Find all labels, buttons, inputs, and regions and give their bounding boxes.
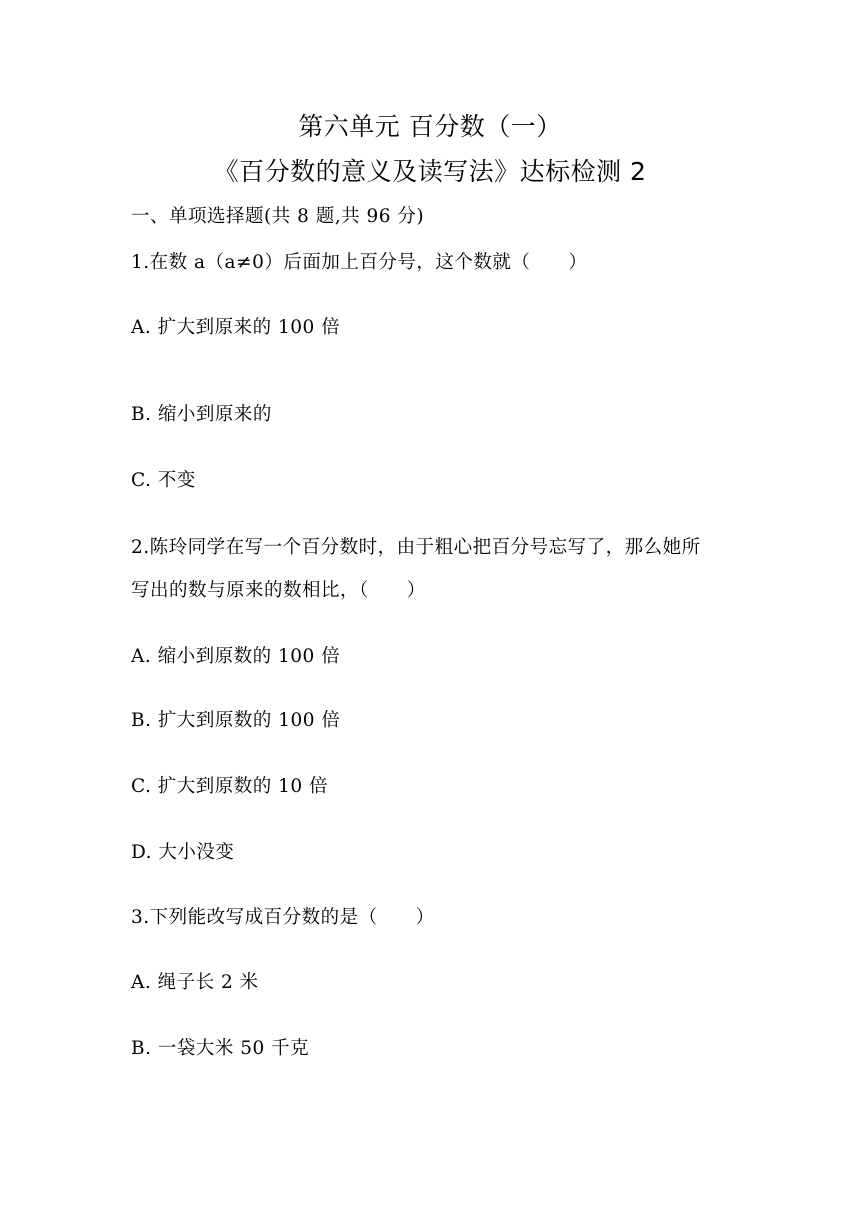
option-b: B. 扩大到原数的 100 倍 <box>131 710 341 731</box>
option-d: D. 大小没变 <box>131 842 235 863</box>
section-heading: 一、单项选择题(共 8 题,共 96 分) <box>131 206 425 227</box>
option-a: A. 扩大到原来的 100 倍 <box>131 317 341 338</box>
option-c: C. 扩大到原数的 10 倍 <box>131 776 329 797</box>
question-stem-line-2: 写出的数与原来的数相比，（ ） <box>131 580 426 601</box>
unit-title: 第六单元 百分数（一） <box>298 112 562 141</box>
lesson-subtitle: 《百分数的意义及读写法》达标检测 2 <box>213 157 647 186</box>
option-a: A. 缩小到原数的 100 倍 <box>131 646 341 667</box>
question-stem-line-1: 2.陈玲同学在写一个百分数时，由于粗心把百分号忘写了，那么她所 <box>131 537 701 558</box>
option-c: C. 不变 <box>131 470 196 491</box>
option-a: A. 绳子长 2 米 <box>131 972 259 993</box>
option-b: B. 缩小到原来的 <box>131 404 272 425</box>
question-stem: 1.在数 a（a≠0）后面加上百分号，这个数就（ ） <box>131 252 588 273</box>
option-b: B. 一袋大米 50 千克 <box>131 1038 310 1059</box>
question-stem: 3.下列能改写成百分数的是（ ） <box>131 907 435 928</box>
